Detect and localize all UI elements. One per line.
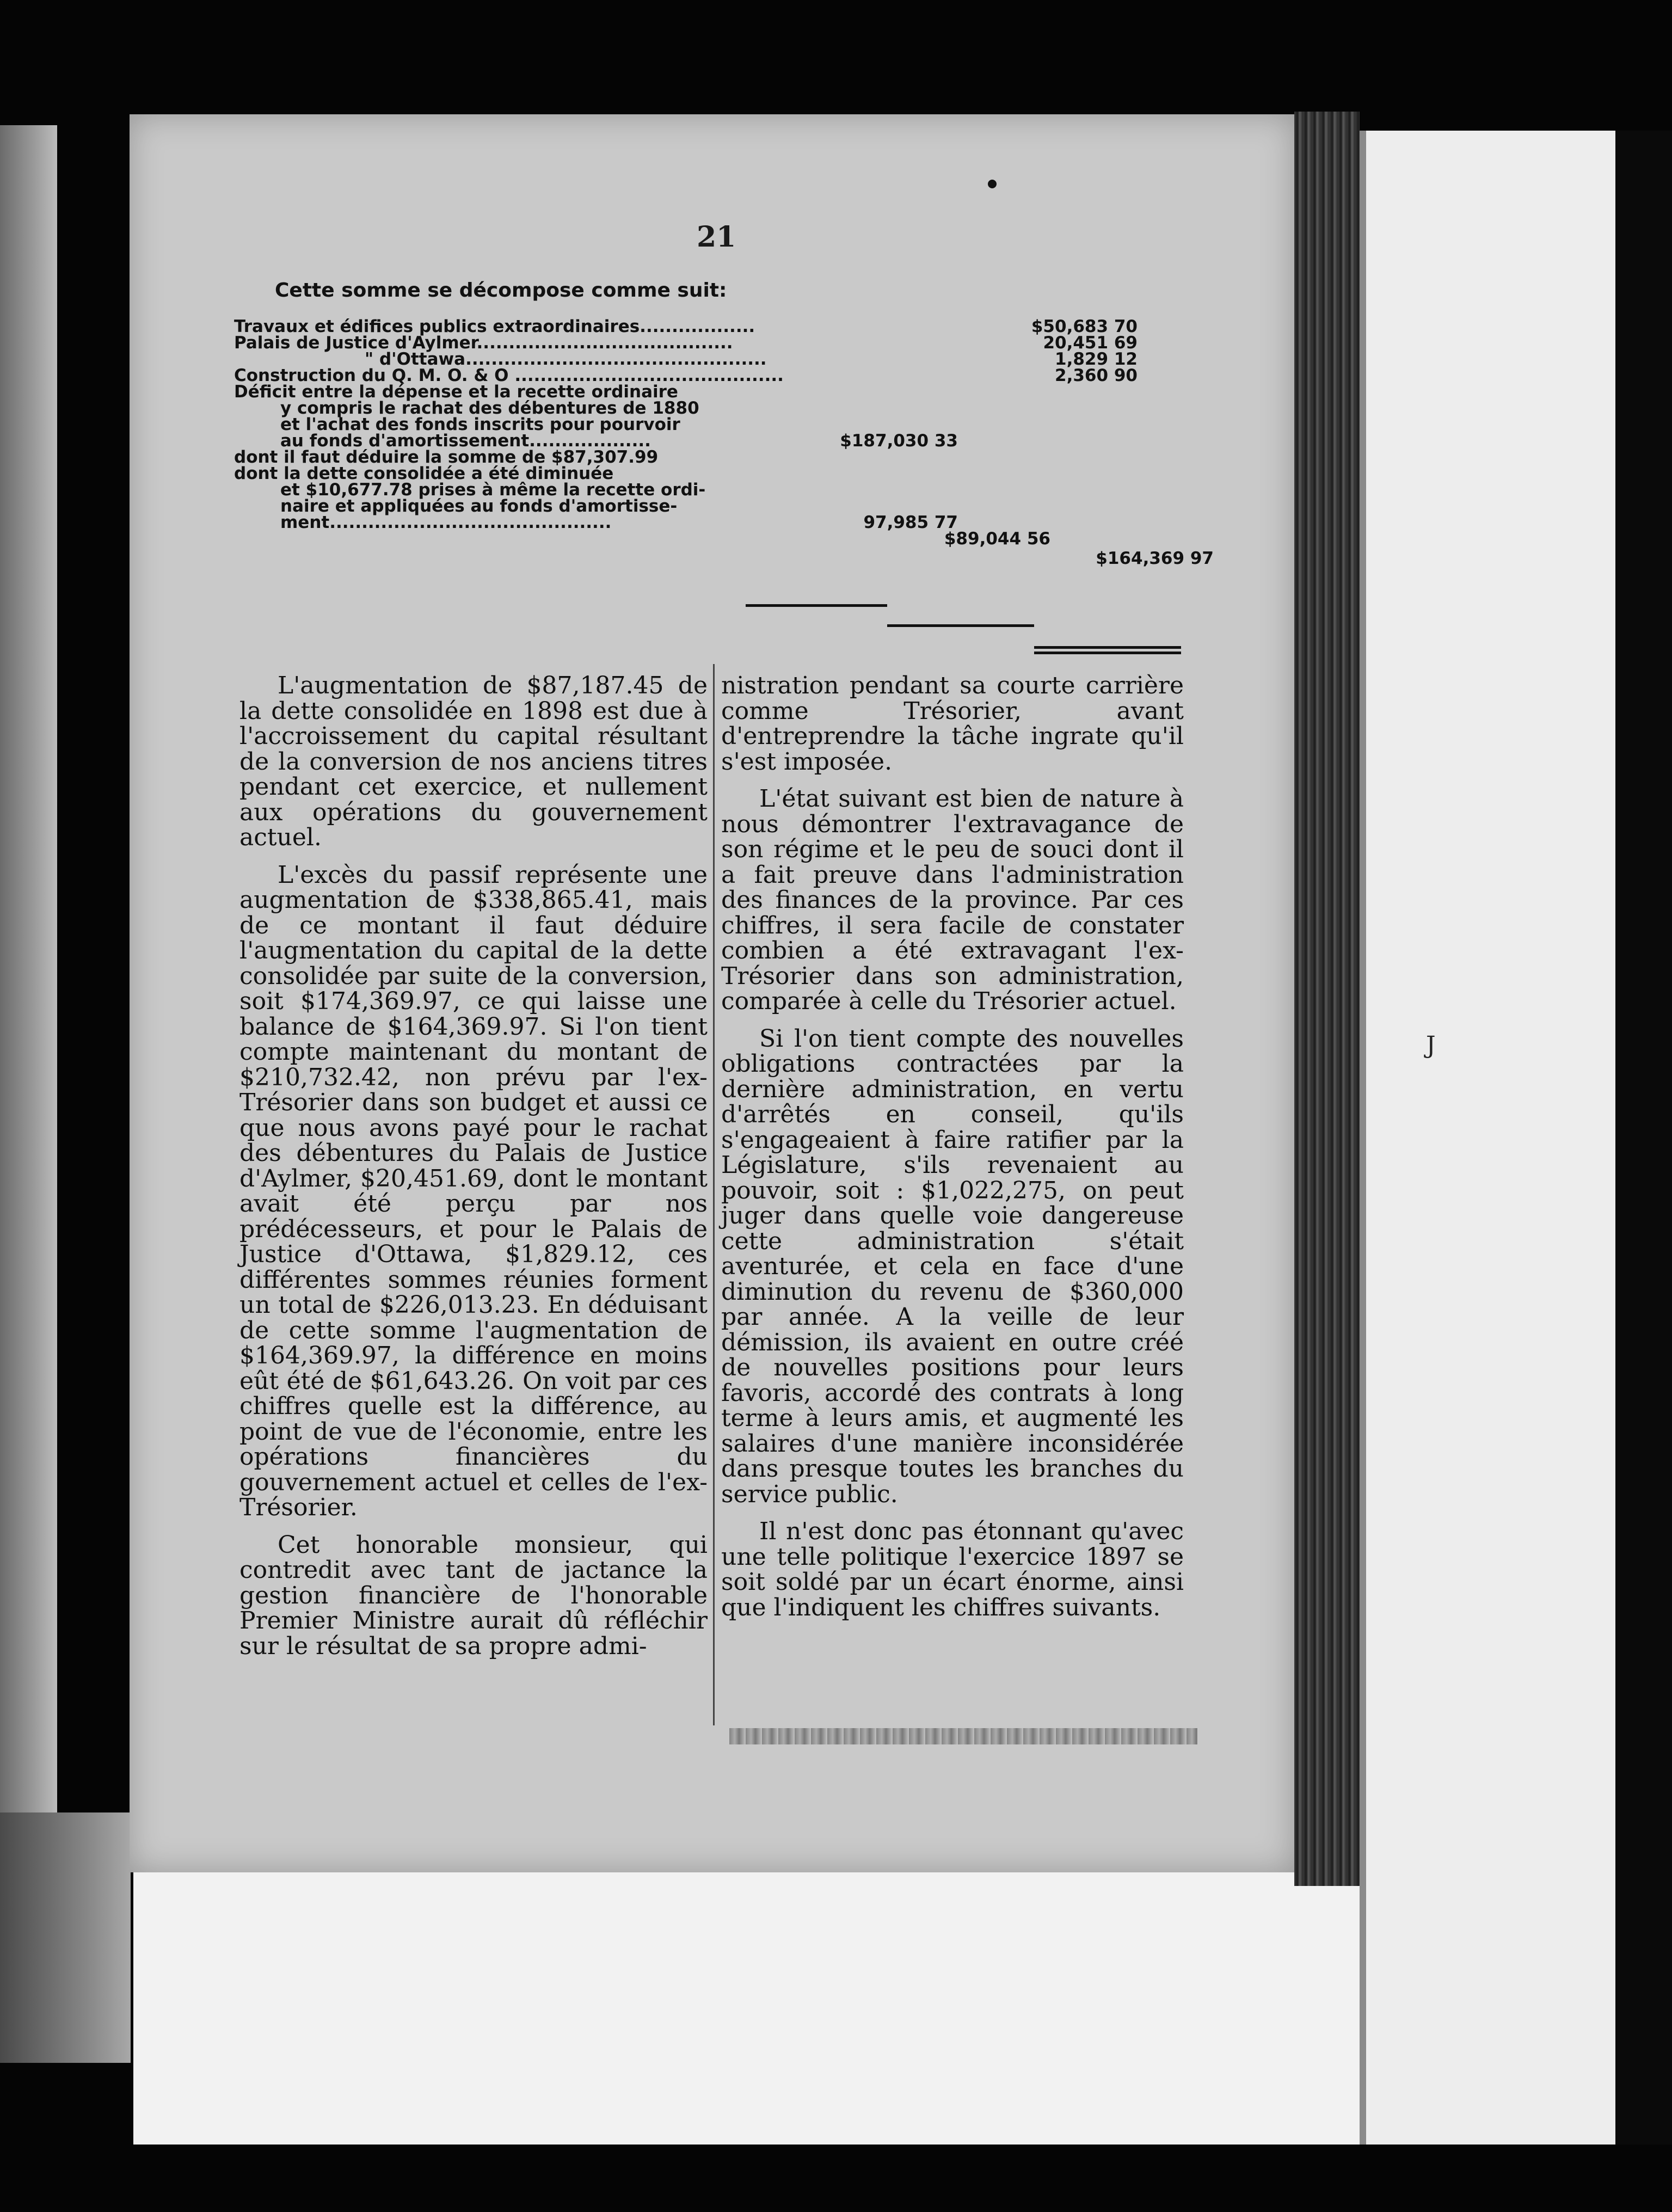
column-divider xyxy=(713,664,715,1725)
previous-page-edge xyxy=(0,125,57,1932)
previous-page-edge-lower xyxy=(0,1812,131,2063)
ledger-row xyxy=(234,465,1208,482)
ledger-row xyxy=(234,384,1208,400)
ledger-row xyxy=(234,400,1208,416)
ledger-amount: 20,451 69 xyxy=(1043,333,1138,353)
print-smudge xyxy=(729,1728,1197,1744)
paragraph: nistration pendant sa courte carrière comme Trésorier, avant d'entreprendre la tâche ingrate qu'il s'est imposée. xyxy=(721,672,1184,776)
ledger-row xyxy=(234,367,1208,384)
paragraph: Cet honorable monsieur, qui contredit avec tant de jactance la gestion financière de l'honorable Premier Ministre aurait dû réfléchir sur le résultat de sa propre admi- xyxy=(239,1531,708,1660)
underlying-sheet xyxy=(133,1872,1483,2145)
ledger-row xyxy=(234,416,1208,433)
paragraph: Si l'on tient compte des nouvelles obligations contractées par la dernière administration, en vertu d'arrêtés en conseil, qu'ils s'engageaient à faire ratifier par la Législature, s'ils revenaient au pouvoir, soit : $1,022,275, on peut juger dans quelle voie dangereuse cette administration s'était aventurée, et cela en face d'une diminution du revenu de $360,000 par année. A la veille de leur démission, ils avaient en outre créé de nouvelles positions pour leurs favoris, accordé des contrats à long terme à leurs amis, et augmenté les salaires d'une manière inconsidérée dans presque toutes les branches du service public. xyxy=(721,1024,1184,1508)
ledger-label: Travaux et édifices publics extraordinaires.................. xyxy=(234,317,755,336)
paragraph: L'état suivant est bien de nature à nous démontrer l'extravagance de son régime et le peu de souci dont il a fait preuve dans l'administration des finances de la province. Par ces chiffres, il sera facile de constater combien a été extravagant l'ex-Trésorier dans son administration, comparée à celle du Trésorier actuel. xyxy=(721,785,1184,1015)
scan-border-right xyxy=(1615,131,1672,2145)
ledger-rule-double xyxy=(1034,652,1181,654)
margin-mark: J xyxy=(1426,1031,1436,1059)
ledger-label: au fonds d'amortissement................... xyxy=(280,431,651,451)
next-sheet xyxy=(1360,131,1615,2145)
ledger-amount: $50,683 70 xyxy=(1031,317,1138,336)
ledger-label: dont la dette consolidée a été diminuée xyxy=(234,464,614,483)
ledger-row xyxy=(234,351,1208,367)
ledger-label: Déficit entre la dépense et la recette ordinaire xyxy=(234,382,678,402)
ledger-label: ment............................................ xyxy=(280,513,612,532)
ledger-amount: $187,030 33 xyxy=(840,431,958,451)
page-number: 21 xyxy=(697,220,736,254)
ledger-rule xyxy=(887,624,1034,627)
ledger-label: naire et appliquées au fonds d'amortisse- xyxy=(280,496,678,516)
ledger-row xyxy=(234,318,1208,335)
right-column xyxy=(721,673,1184,1632)
ledger-row xyxy=(234,531,1208,550)
ledger-row xyxy=(234,549,1214,568)
ledger-row xyxy=(234,449,1208,465)
ledger-label: " d'Ottawa............................................... xyxy=(365,349,767,369)
next-sheet-edge xyxy=(1360,131,1366,2145)
left-column xyxy=(239,673,708,1671)
ledger-row xyxy=(234,335,1208,351)
ledger-rule xyxy=(746,604,887,607)
ledger-label: y compris le rachat des débentures de 1880 xyxy=(280,398,699,418)
ledger-label: Palais de Justice d'Aylmer........................................ xyxy=(234,333,733,353)
ledger-amount: 97,985 77 xyxy=(863,513,958,532)
ink-dot xyxy=(988,180,997,188)
ledger-subtotal: $89,044 56 xyxy=(944,529,1050,549)
ledger-amount: 1,829 12 xyxy=(1055,349,1138,369)
ledger-row xyxy=(234,482,1208,498)
ledger-label: dont il faut déduire la somme de $87,307.99 xyxy=(234,447,659,467)
ledger-label: et $10,677.78 prises à même la recette ordi- xyxy=(280,480,706,500)
section-heading: Cette somme se décompose comme suit: xyxy=(275,279,727,302)
page-stack-edges xyxy=(1294,112,1360,1886)
ledger-label: Construction du Q. M. O. & O .......................................... xyxy=(234,366,784,385)
ledger-row xyxy=(234,433,1208,449)
ledger-label: et l'achat des fonds inscrits pour pourvoir xyxy=(280,415,680,434)
paragraph: Il n'est donc pas étonnant qu'avec une telle politique l'exercice 1897 se soit soldé par un écart énorme, ainsi que l'indiquent les chiffres suivants. xyxy=(721,1517,1184,1621)
paragraph: L'excès du passif représente une augmentation de $338,865.41, mais de ce montant il faut déduire l'augmentation du capital de la dette consolidée par suite de la conversion, soit $174,369.97, ce qui laisse une balance de $164,369.97. Si l'on tient compte maintenant du montant de $210,732.42, non prévu par l'ex-Trésorier dans son budget et aussi ce que nous avons payé pour le rachat des débentures du Palais de Justice d'Aylmer, $20,451.69, dont le montant avait été perçu par nos prédécesseurs, et pour le Palais de Justice d'Ottawa, $1,829.12, ces différentes sommes réunies forment un total de $226,013.23. En déduisant de cette somme l'augmentation de $164,369.97, la différence en moins eût été de $61,643.26. On voit par ces chiffres quelle est la différence, au point de vue de l'économie, entre les opérations financières du gouvernement actuel et celles de l'ex-Trésorier. xyxy=(239,861,708,1521)
ledger-rule xyxy=(1034,646,1181,649)
ledger-table xyxy=(234,317,1214,568)
ledger-row xyxy=(234,498,1208,514)
ledger-amount: 2,360 90 xyxy=(1055,366,1138,385)
ledger-total: $164,369 97 xyxy=(1096,549,1214,568)
paragraph: L'augmentation de $87,187.45 de la dette consolidée en 1898 est due à l'accroissement du capital résultant de la conversion de nos anciens titres pendant cet exercice, et nullement aux opérations du gouvernement actuel. xyxy=(239,672,708,851)
ledger-row xyxy=(234,514,1208,531)
